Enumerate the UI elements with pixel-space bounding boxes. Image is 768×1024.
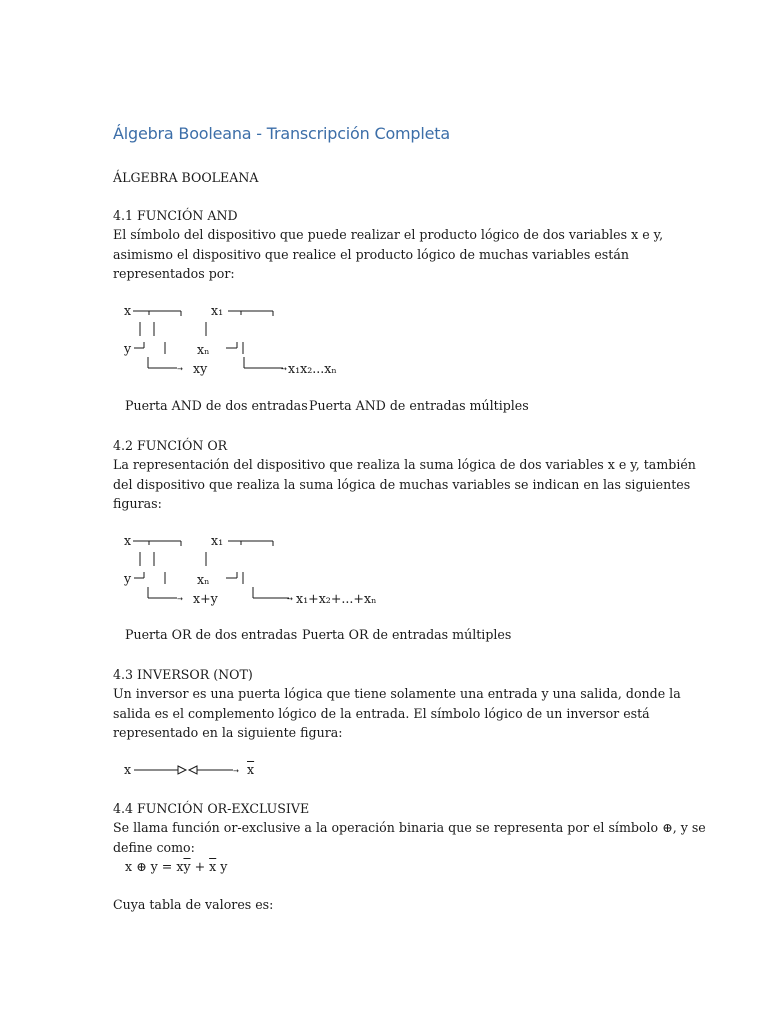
xor-formula-lhs: x ⊕ y = x <box>125 859 184 874</box>
inverter-arrow-head: → <box>233 767 239 775</box>
or-gates-diagram <box>113 530 433 616</box>
section-or-text-line1: La representación del dispositivo que realiza la suma lógica de dos variables x e y, también <box>113 457 696 472</box>
inverter-input-label: x <box>124 762 132 777</box>
section-and-text-line1: El símbolo del dispositivo que puede realizar el producto lógico de dos variables x e y, <box>113 227 664 242</box>
and-input-x-label: x <box>124 303 132 318</box>
xor-formula-x-complement: $\overline{x}$ <box>209 859 217 874</box>
xor-formula <box>125 857 227 877</box>
document-title: Álgebra Booleana - Transcripción Completa <box>113 124 450 143</box>
section-not-text-line2: salida es el complemento lógico de la entrada. El símbolo lógico de un inversor está <box>113 705 650 721</box>
section-xor-heading: 4.4 FUNCIÓN OR-EXCLUSIVE <box>113 801 310 816</box>
main-heading: ÁLGEBRA BOOLEANA <box>113 170 259 185</box>
and-multi-output-label: x₁x₂...xₙ <box>288 361 337 376</box>
section-and-heading: 4.1 FUNCIÓN AND <box>113 208 238 223</box>
or-multi-input-xn-label: xₙ <box>197 572 210 587</box>
inverter-diagram <box>113 758 313 782</box>
xor-table-intro: Cuya tabla de valores es: <box>113 897 274 912</box>
section-not-heading: 4.3 INVERSOR (NOT) <box>113 667 253 682</box>
section-or-text-line3: figuras: <box>113 496 162 511</box>
section-xor-text-line2: define como: <box>113 839 195 855</box>
and-input-y-label: y <box>124 341 132 356</box>
section-xor-text-line1: Se llama función or-exclusive a la operación binaria que se representa por el símbolo ⊕, y se <box>113 820 706 835</box>
and-multi-input-xn-label: xₙ <box>197 342 210 357</box>
section-and-text-line2: asimismo el dispositivo que realice el producto lógico de muchas variables están <box>113 246 629 262</box>
or-multi-input-caption: Puerta OR de entradas múltiples <box>302 627 512 642</box>
and-multi-arrow-head: → <box>281 365 287 373</box>
section-or-text-line2: del dispositivo que realiza la suma lógica de muchas variables se indican en las siguientes <box>113 476 691 492</box>
or-multi-arrow-head: → <box>287 595 293 603</box>
and-gates-diagram <box>113 300 433 386</box>
or-multi-output-label: x₁+x₂+...+xₙ <box>296 591 377 606</box>
and-gates-lines <box>113 300 433 386</box>
or-gates-lines <box>113 530 433 616</box>
section-and-text-line3: representados por: <box>113 266 235 281</box>
xor-formula-y-complement: $\overline{y}$ <box>183 859 191 874</box>
or-arrow-head: → <box>177 595 183 603</box>
and-arrow-head: → <box>177 365 183 373</box>
inverter-symbol <box>113 758 313 782</box>
section-not-text-line3: representado en la siguiente figura: <box>113 725 343 740</box>
or-input-y-label: y <box>124 571 132 586</box>
xor-formula-plus: + <box>190 859 210 874</box>
or-input-x-label: x <box>124 533 132 548</box>
and-two-input-caption: Puerta AND de dos entradas <box>125 398 308 413</box>
xor-formula-y: y <box>216 859 228 874</box>
and-output-label: xy <box>193 361 208 376</box>
or-multi-input-x1-label: x₁ <box>211 533 224 548</box>
section-not-text-line1: Un inversor es una puerta lógica que tiene solamente una entrada y una salida, donde la <box>113 686 681 701</box>
or-output-label: x+y <box>193 591 218 606</box>
section-or-heading: 4.2 FUNCIÓN OR <box>113 438 228 453</box>
or-two-input-caption: Puerta OR de dos entradas <box>125 627 298 642</box>
and-multi-input-caption: Puerta AND de entradas múltiples <box>309 398 529 413</box>
inverter-output-label: $\overline{x}$ <box>247 762 255 777</box>
and-multi-input-x1-label: x₁ <box>211 303 224 318</box>
